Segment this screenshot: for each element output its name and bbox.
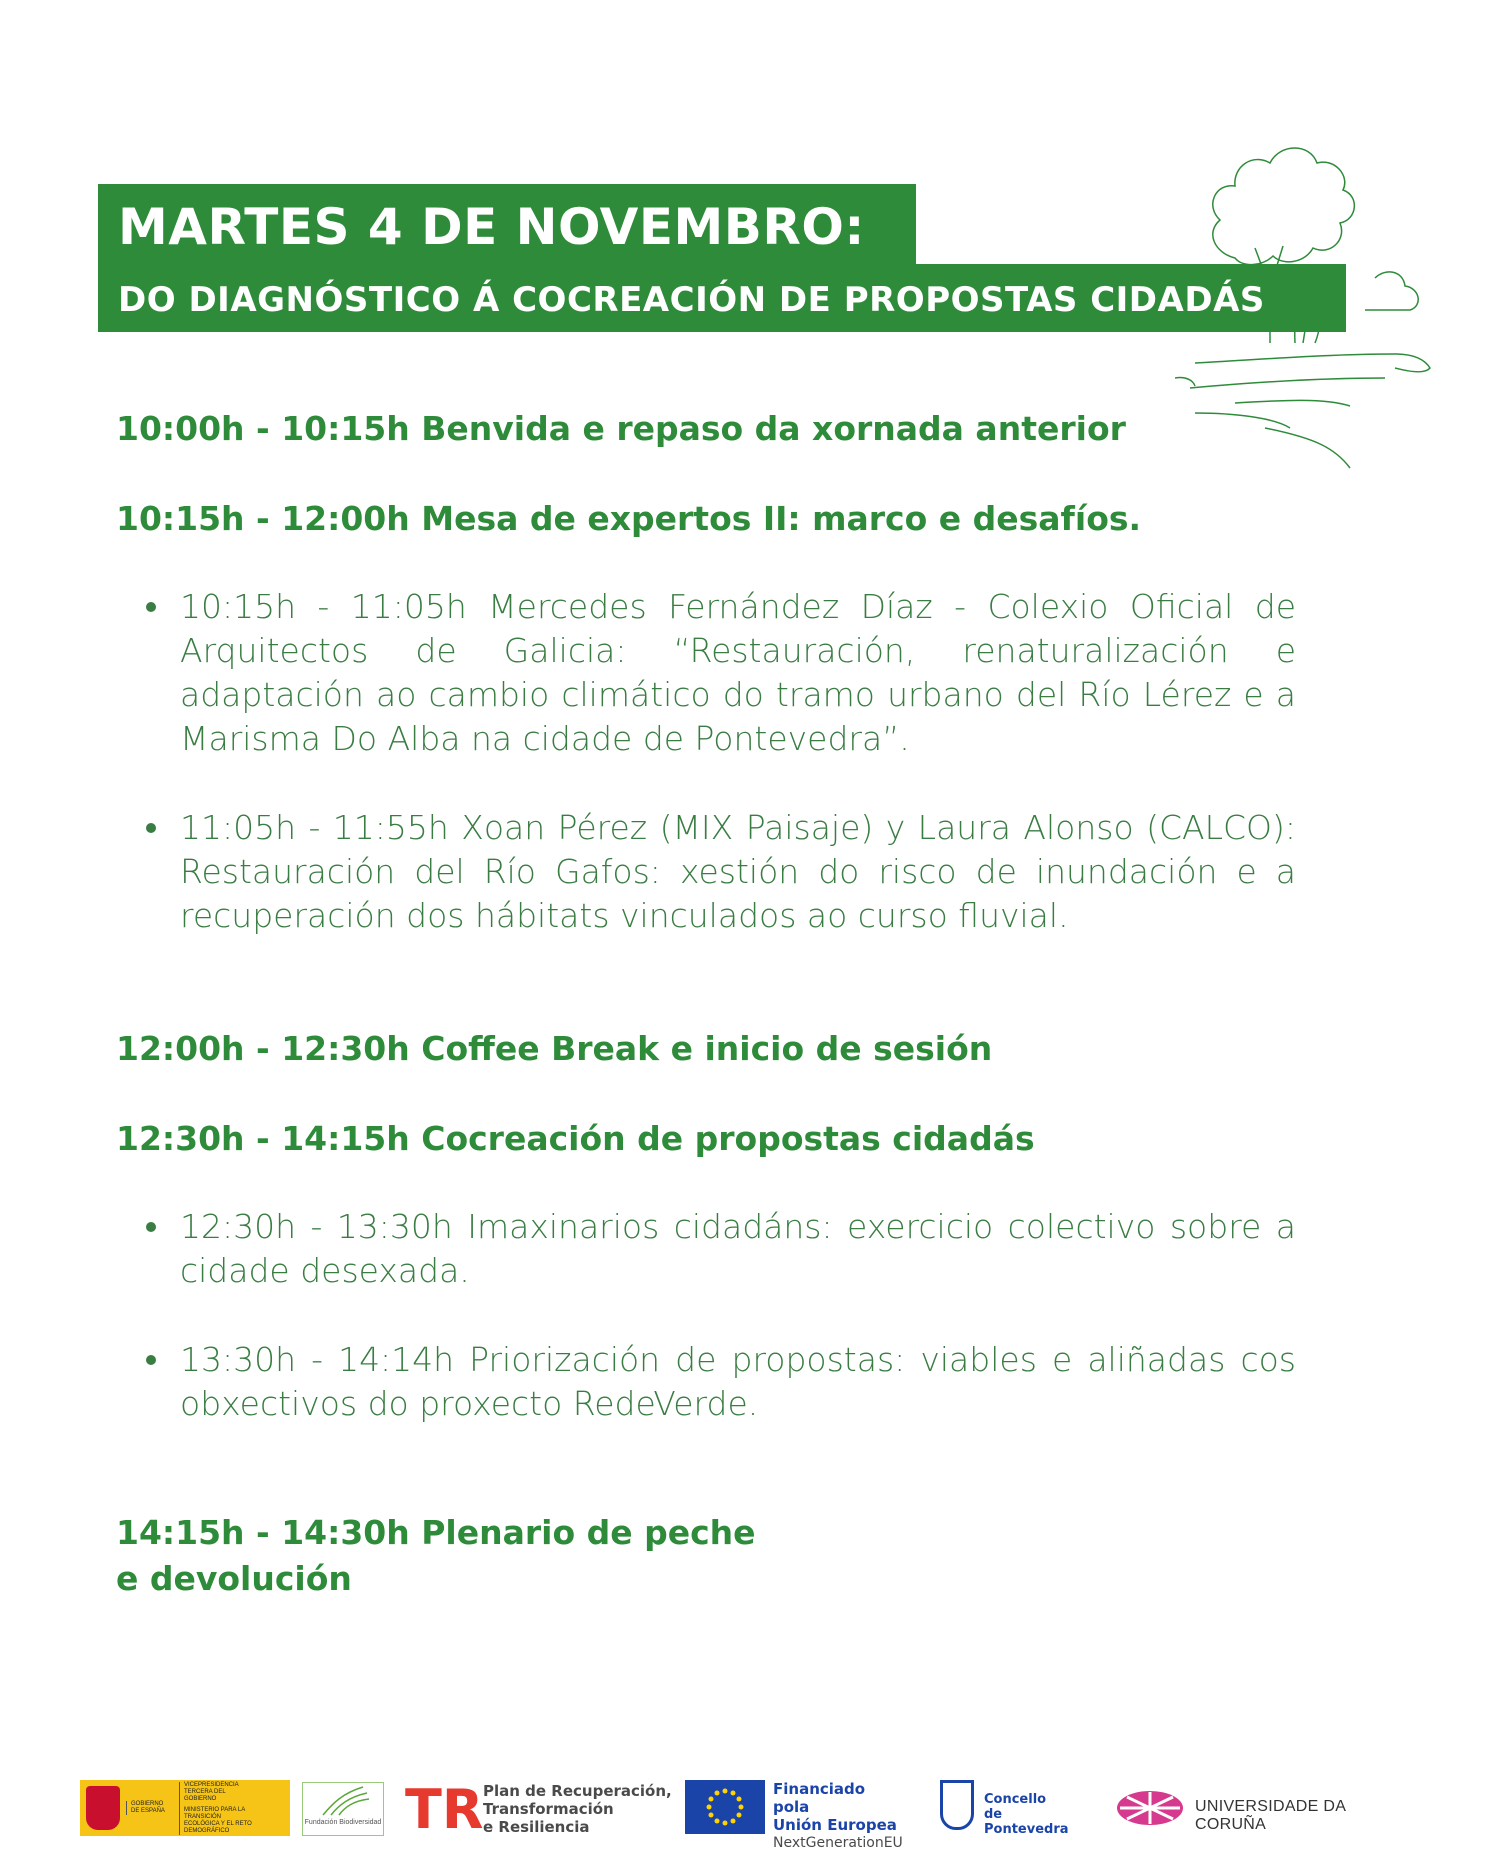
agenda-item [146, 806, 1296, 938]
agenda-item-text: 13:30h - 14:14h Priorización de propostas: viables e aliñadas cos obxectivos do proxecto RedeVerde. [180, 1340, 1296, 1423]
agenda-item [146, 1205, 1296, 1293]
agenda-heading-closing: 14:15h - 14:30h Plenario de peche [116, 1513, 756, 1552]
agenda-heading-cocreation: 12:30h - 14:15h Cocreación de propostas cidadás [116, 1119, 1035, 1158]
bullet-icon [146, 1222, 156, 1232]
agenda-item-text: 11:05h - 11:55h Xoan Pérez (MIX Paisaje) y Laura Alonso (CALCO): Restauración del Río Gafos: xestión do risco de inundación e a recuperación dos hábitats vinculados ao curso fluvial. [180, 808, 1296, 935]
agenda-heading-closing-line2: e devolución [116, 1559, 352, 1598]
sponsor-logos [0, 1770, 1485, 1851]
eu-funding-logo: Financiado pola Unión Europea NextGenerationEU [685, 1778, 895, 1836]
bullet-icon [146, 1355, 156, 1365]
spain-coat-of-arms-icon [86, 1786, 120, 1830]
agenda-heading-welcome: 10:00h - 10:15h Benvida e repaso da xornada anterior [116, 409, 1126, 448]
eu-flag-icon [685, 1780, 765, 1834]
agenda-item-text: 10:15h - 11:05h Mercedes Fernández Díaz - Colexio Oficial de Arquitectos de Galicia: “Restauración, renaturalización e adaptación ao cambio climático do tramo urbano del Río Lérez e a Marisma Do Alba na cidade de Pontevedra”. [180, 587, 1296, 758]
gobierno-espana-logo: GOBIERNO DE ESPAÑA VICEPRESIDENCIA TERCERA DEL GOBIERNO MINISTERIO PARA LA TRANSICIÓN ECOLÓGICA Y EL RETO DEMOGRÁFICO [80, 1780, 290, 1836]
bullet-icon [146, 823, 156, 833]
agenda-item [146, 1338, 1296, 1426]
concello-pontevedra-logo: Concello de Pontevedra [940, 1778, 1080, 1836]
grass-icon [313, 1783, 373, 1817]
pontevedra-shield-icon [940, 1780, 974, 1830]
agenda-item [146, 585, 1296, 761]
prtr-logo: TR Plan de Recuperación, Transformación e Resiliencia [405, 1778, 672, 1841]
agenda-item-text: 12:30h - 13:30h Imaxinarios cidadáns: exercicio colectivo sobre a cidade desexada. [180, 1207, 1296, 1290]
tr-mark-icon: TR [405, 1778, 484, 1841]
bullet-icon [146, 602, 156, 612]
agenda-heading-expert-panel: 10:15h - 12:00h Mesa de expertos II: marco e desafíos. [116, 499, 1142, 538]
universidade-coruna-logo: UNIVERSIDADE DA CORUÑA [1115, 1784, 1415, 1832]
udc-mark-icon [1115, 1788, 1185, 1828]
agenda-heading-coffee-break: 12:00h - 12:30h Coffee Break e inicio de sesión [116, 1029, 993, 1068]
fundacion-biodiversidad-logo: Fundación Biodiversidad [302, 1782, 384, 1836]
page-subtitle: DO DIAGNÓSTICO Á COCREACIÓN DE PROPOSTAS CIDADÁS [98, 264, 1346, 332]
page-title: MARTES 4 DE NOVEMBRO: [98, 184, 916, 264]
